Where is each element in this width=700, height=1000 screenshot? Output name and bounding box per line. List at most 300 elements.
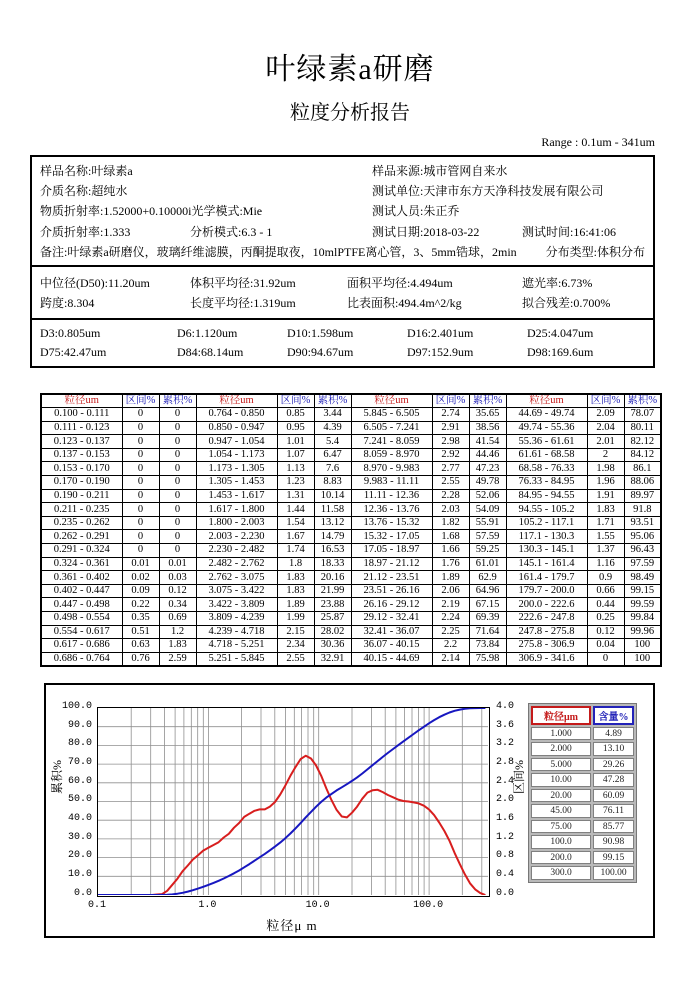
cumulative-cell: 61.01	[469, 557, 506, 571]
cumulative-cell: 64.96	[469, 584, 506, 598]
median-d50: 中位径(D50):11.20um	[40, 275, 150, 290]
summary-row	[531, 866, 634, 880]
y-right-tick-label: 3.6	[496, 719, 515, 731]
size-range-cell: 105.2 - 117.1	[506, 516, 587, 530]
x-tick-label: 1.0	[198, 899, 217, 911]
report-title: 叶绿素a研磨	[265, 53, 435, 86]
sample-info-box	[30, 155, 655, 267]
col-header-interval: 区间%	[587, 394, 624, 408]
interval-cell: 2	[587, 448, 624, 462]
cumulative-cell: 8.83	[314, 476, 351, 490]
y-left-tick-label: 70.0	[67, 756, 92, 768]
y-axis-left-label: 累积%	[50, 759, 64, 794]
size-range-cell: 200.0 - 222.6	[506, 598, 587, 612]
size-range-cell: 179.7 - 200.0	[506, 584, 587, 598]
interval-cell: 0	[122, 435, 159, 449]
d98-value: D98:169.6um	[527, 345, 594, 359]
size-range-cell: 3.075 - 3.422	[196, 584, 277, 598]
material-ri-group	[40, 202, 372, 219]
cumulative-cell: 10.14	[314, 489, 351, 503]
interval-cell: 0	[122, 448, 159, 462]
cumulative-cell: 59.25	[469, 544, 506, 558]
averages-box	[30, 265, 655, 320]
interval-cell: 2.06	[432, 584, 469, 598]
d10-value: D10:1.598um	[287, 326, 354, 340]
interval-cell: 0.63	[122, 639, 159, 653]
size-range-cell: 15.32 - 17.05	[351, 530, 432, 544]
summary-content-cell: 4.89	[593, 727, 634, 741]
size-range-cell: 0.554 - 0.617	[41, 625, 122, 639]
x-tick-label: 10.0	[305, 899, 330, 911]
table-row	[41, 639, 661, 653]
size-range-cell: 0.947 - 1.054	[196, 435, 277, 449]
interval-cell: 2.2	[432, 639, 469, 653]
interval-cell: 2.28	[432, 489, 469, 503]
y-axis-right-label: 区间%	[512, 759, 526, 794]
col-header-size: 粒径um	[41, 394, 122, 408]
interval-cell: 2.01	[587, 435, 624, 449]
cumulative-cell: 1.2	[159, 625, 196, 639]
y-right-tick-label: 1.2	[496, 831, 515, 843]
size-range-cell: 2.482 - 2.762	[196, 557, 277, 571]
cumulative-cell: 25.87	[314, 612, 351, 626]
size-range-cell: 0.111 - 0.123	[41, 421, 122, 435]
summary-col-header-content: 含量%	[593, 706, 634, 725]
table-row	[41, 625, 661, 639]
interval-cell: 0.51	[122, 625, 159, 639]
interval-cell: 0	[122, 489, 159, 503]
table-row	[41, 489, 661, 503]
interval-cell: 2.14	[432, 652, 469, 666]
table-header-row	[41, 394, 661, 408]
col-header-cumulative: 累积%	[314, 394, 351, 408]
interval-cell: 1.76	[432, 557, 469, 571]
interval-cell: 0.02	[122, 571, 159, 585]
cumulative-cell: 7.6	[314, 462, 351, 476]
size-range-cell: 36.07 - 40.15	[351, 639, 432, 653]
cumulative-cell: 18.33	[314, 557, 351, 571]
info-row	[40, 223, 645, 240]
cumulative-cell: 20.16	[314, 571, 351, 585]
table-row	[41, 462, 661, 476]
size-range-cell: 4.718 - 5.251	[196, 639, 277, 653]
interval-cell: 1.68	[432, 530, 469, 544]
interval-cell: 1.99	[277, 612, 314, 626]
cumulative-cell: 3.44	[314, 408, 351, 422]
summary-content-cell: 29.26	[593, 758, 634, 772]
summary-size-cell: 75.00	[531, 820, 591, 834]
size-range-cell: 26.16 - 29.12	[351, 598, 432, 612]
percentiles-box	[30, 318, 655, 368]
y-left-tick-label: 50.0	[67, 794, 92, 806]
interval-cell: 0.25	[587, 612, 624, 626]
cumulative-cell: 28.02	[314, 625, 351, 639]
summary-row	[531, 804, 634, 818]
cumulative-cell: 69.39	[469, 612, 506, 626]
cumulative-cell: 0	[159, 503, 196, 517]
size-range-cell: 12.36 - 13.76	[351, 503, 432, 517]
cumulative-cell: 0	[159, 530, 196, 544]
cumulative-cell: 5.4	[314, 435, 351, 449]
info-row	[40, 243, 645, 260]
table-row	[41, 557, 661, 571]
interval-cell: 0	[122, 408, 159, 422]
x-axis-label: 粒径μ m	[266, 917, 318, 933]
table-row	[41, 516, 661, 530]
d3-value: D3:0.805um	[40, 326, 101, 340]
size-range-cell: 0.235 - 0.262	[41, 516, 122, 530]
cumulative-cell: 0	[159, 435, 196, 449]
col-header-interval: 区间%	[122, 394, 159, 408]
size-range-cell: 0.123 - 0.137	[41, 435, 122, 449]
cumulative-cell: 80.11	[624, 421, 661, 435]
cumulative-cell: 38.56	[469, 421, 506, 435]
interval-cell: 1.98	[587, 462, 624, 476]
summary-row	[531, 773, 634, 787]
distribution-chart	[98, 708, 488, 895]
col-header-interval: 区间%	[277, 394, 314, 408]
info-row	[40, 202, 645, 219]
size-range-cell: 1.173 - 1.305	[196, 462, 277, 476]
size-range-cell: 306.9 - 341.6	[506, 652, 587, 666]
size-range-cell: 117.1 - 130.3	[506, 530, 587, 544]
size-range-cell: 0.100 - 0.111	[41, 408, 122, 422]
x-tick-label: 0.1	[87, 899, 107, 911]
interval-cell: 1.83	[277, 584, 314, 598]
size-range-cell: 0.361 - 0.402	[41, 571, 122, 585]
interval-cell: 0	[122, 476, 159, 490]
summary-row	[531, 851, 634, 865]
summary-size-cell: 2.000	[531, 742, 591, 756]
size-range-cell: 55.36 - 61.61	[506, 435, 587, 449]
size-range-cell: 49.74 - 55.36	[506, 421, 587, 435]
size-range-cell: 0.686 - 0.764	[41, 652, 122, 666]
interval-cell: 1.8	[277, 557, 314, 571]
cumulative-cell: 49.78	[469, 476, 506, 490]
interval-cell: 2.04	[587, 421, 624, 435]
interval-cell: 2.34	[277, 639, 314, 653]
size-range-cell: 17.05 - 18.97	[351, 544, 432, 558]
interval-cell: 0	[122, 544, 159, 558]
size-range-cell: 1.617 - 1.800	[196, 503, 277, 517]
medium-name: 介质名称:超纯水	[40, 184, 128, 199]
y-left-tick-label: 20.0	[67, 850, 92, 862]
size-range-cell: 130.3 - 145.1	[506, 544, 587, 558]
cumulative-cell: 35.65	[469, 408, 506, 422]
interval-cell: 2.09	[587, 408, 624, 422]
cumulative-cell: 0	[159, 476, 196, 490]
interval-cell: 1.74	[277, 544, 314, 558]
interval-cell: 2.15	[277, 625, 314, 639]
cumulative-cell: 99.15	[624, 584, 661, 598]
cumulative-cell: 0.69	[159, 612, 196, 626]
range-label: Range : 0.1um - 341um	[541, 135, 655, 149]
interval-cell: 1.67	[277, 530, 314, 544]
cumulative-cell: 62.9	[469, 571, 506, 585]
cumulative-cell: 75.98	[469, 652, 506, 666]
interval-cell: 2.03	[432, 503, 469, 517]
cumulative-cell: 0	[159, 489, 196, 503]
size-range-cell: 1.800 - 2.003	[196, 516, 277, 530]
y-left-tick-label: 60.0	[67, 775, 92, 787]
interval-cell: 1.13	[277, 462, 314, 476]
size-range-cell: 0.211 - 0.235	[41, 503, 122, 517]
size-range-cell: 275.8 - 306.9	[506, 639, 587, 653]
size-range-cell: 44.69 - 49.74	[506, 408, 587, 422]
size-range-cell: 161.4 - 179.7	[506, 571, 587, 585]
interval-cell: 1.31	[277, 489, 314, 503]
size-range-cell: 13.76 - 15.32	[351, 516, 432, 530]
y-left-tick-label: 10.0	[67, 869, 92, 881]
size-range-cell: 8.059 - 8.970	[351, 448, 432, 462]
cumulative-cell: 100	[624, 639, 661, 653]
d6-value: D6:1.120um	[177, 326, 238, 340]
interval-cell: 0	[122, 530, 159, 544]
col-header-interval: 区间%	[432, 394, 469, 408]
y-right-tick-label: 2.4	[496, 775, 515, 787]
cumulative-cell: 84.12	[624, 448, 661, 462]
cumulative-cell: 0	[159, 544, 196, 558]
cumulative-cell: 0.34	[159, 598, 196, 612]
material-refractive-index: 物质折射率:1.52000+0.10000i	[40, 204, 192, 219]
interval-cell: 0.04	[587, 639, 624, 653]
cumulative-cell: 57.59	[469, 530, 506, 544]
interval-cell: 0.9	[587, 571, 624, 585]
specific-surface-area: 比表面积:494.4m^2/kg	[347, 296, 462, 311]
table-row	[41, 571, 661, 585]
d25-value: D25:4.047um	[527, 326, 594, 340]
table-row	[41, 503, 661, 517]
area-mean-diameter: 面积平均径:4.494um	[347, 275, 453, 290]
table-row	[41, 544, 661, 558]
cumulative-cell: 99.59	[624, 598, 661, 612]
report-subtitle: 粒度分析报告	[290, 102, 410, 124]
summary-row	[531, 742, 634, 756]
summary-size-cell: 100.0	[531, 835, 591, 849]
size-range-cell: 32.41 - 36.07	[351, 625, 432, 639]
size-range-cell: 0.617 - 0.686	[41, 639, 122, 653]
interval-cell: 1.96	[587, 476, 624, 490]
size-range-cell: 8.970 - 9.983	[351, 462, 432, 476]
cumulative-cell: 71.64	[469, 625, 506, 639]
size-distribution-table	[40, 393, 662, 667]
size-range-cell: 21.12 - 23.51	[351, 571, 432, 585]
y-left-tick-label: 30.0	[67, 831, 92, 843]
fit-residual: 拟合残差:0.700%	[522, 296, 611, 311]
cumulative-cell: 97.59	[624, 557, 661, 571]
summary-col-header-size: 粒径μm	[531, 706, 591, 725]
cumulative-cell: 93.51	[624, 516, 661, 530]
y-left-tick-label: 100.0	[61, 700, 92, 712]
summary-row	[531, 820, 634, 834]
cumulative-cell: 0	[159, 408, 196, 422]
y-right-tick-label: 0.8	[496, 850, 515, 862]
interval-curve	[98, 756, 485, 895]
cumulative-cell: 54.09	[469, 503, 506, 517]
col-header-size: 粒径um	[351, 394, 432, 408]
averages-row	[40, 294, 645, 311]
size-range-cell: 3.809 - 4.239	[196, 612, 277, 626]
chart-box	[44, 683, 655, 938]
interval-cell: 1.91	[587, 489, 624, 503]
cumulative-cell: 95.06	[624, 530, 661, 544]
size-range-cell: 6.505 - 7.241	[351, 421, 432, 435]
interval-cell: 1.71	[587, 516, 624, 530]
size-range-cell: 23.51 - 26.16	[351, 584, 432, 598]
size-range-cell: 4.239 - 4.718	[196, 625, 277, 639]
interval-cell: 2.24	[432, 612, 469, 626]
cumulative-cell: 86.1	[624, 462, 661, 476]
size-range-cell: 76.33 - 84.95	[506, 476, 587, 490]
size-range-cell: 0.137 - 0.153	[41, 448, 122, 462]
cumulative-cell: 88.06	[624, 476, 661, 490]
size-range-cell: 0.262 - 0.291	[41, 530, 122, 544]
summary-content-cell: 47.28	[593, 773, 634, 787]
interval-cell: 0.44	[587, 598, 624, 612]
cumulative-cell: 1.83	[159, 639, 196, 653]
interval-cell: 1.07	[277, 448, 314, 462]
y-left-tick-label: 0.0	[73, 887, 92, 899]
size-range-cell: 9.983 - 11.11	[351, 476, 432, 490]
summary-content-cell: 85.77	[593, 820, 634, 834]
interval-cell: 0	[122, 503, 159, 517]
cumulative-cell: 11.58	[314, 503, 351, 517]
summary-size-cell: 1.000	[531, 727, 591, 741]
interval-cell: 2.77	[432, 462, 469, 476]
size-range-cell: 1.453 - 1.617	[196, 489, 277, 503]
y-right-tick-label: 1.6	[496, 813, 515, 825]
cumulative-cell: 0.03	[159, 571, 196, 585]
averages-row	[40, 274, 645, 291]
cumulative-cell: 0	[159, 462, 196, 476]
interval-cell: 1.23	[277, 476, 314, 490]
cumulative-cell: 16.53	[314, 544, 351, 558]
summary-size-cell: 20.00	[531, 789, 591, 803]
obscuration: 遮光率:6.73%	[522, 275, 593, 290]
summary-content-cell: 13.10	[593, 742, 634, 756]
size-range-cell: 0.170 - 0.190	[41, 476, 122, 490]
x-tick-label: 100.0	[413, 899, 444, 911]
interval-cell: 0.01	[122, 557, 159, 571]
interval-cell: 0	[587, 652, 624, 666]
cumulative-cell: 91.8	[624, 503, 661, 517]
table-row	[41, 612, 661, 626]
interval-cell: 0.09	[122, 584, 159, 598]
table-row	[41, 476, 661, 490]
summary-row	[531, 727, 634, 741]
interval-cell: 1.01	[277, 435, 314, 449]
cumulative-cell: 30.36	[314, 639, 351, 653]
summary-content-cell: 60.09	[593, 789, 634, 803]
sample-name: 样品名称:叶绿素a	[40, 163, 133, 178]
interval-cell: 1.55	[587, 530, 624, 544]
cumulative-cell: 13.12	[314, 516, 351, 530]
cumulative-cell: 0.01	[159, 557, 196, 571]
size-range-cell: 0.850 - 0.947	[196, 421, 277, 435]
interval-cell: 1.83	[277, 571, 314, 585]
cumulative-cell: 99.96	[624, 625, 661, 639]
table-row	[41, 584, 661, 598]
size-range-cell: 29.12 - 32.41	[351, 612, 432, 626]
col-header-cumulative: 累积%	[624, 394, 661, 408]
y-right-tick-label: 0.4	[496, 869, 515, 881]
d16-value: D16:2.401um	[407, 326, 474, 340]
summary-row	[531, 758, 634, 772]
size-range-cell: 3.422 - 3.809	[196, 598, 277, 612]
cumulative-cell: 96.43	[624, 544, 661, 558]
test-time: 测试时间:16:41:06	[522, 224, 617, 239]
cumulative-cell: 44.46	[469, 448, 506, 462]
info-row	[40, 182, 645, 199]
size-range-cell: 40.15 - 44.69	[351, 652, 432, 666]
cumulative-cell: 41.54	[469, 435, 506, 449]
interval-cell: 0.85	[277, 408, 314, 422]
interval-cell: 1.83	[587, 503, 624, 517]
interval-cell: 1.16	[587, 557, 624, 571]
col-header-size: 粒径um	[506, 394, 587, 408]
cumulative-cell: 55.91	[469, 516, 506, 530]
interval-cell: 2.98	[432, 435, 469, 449]
table-row	[41, 448, 661, 462]
y-right-tick-label: 0.0	[496, 887, 515, 899]
size-range-cell: 0.291 - 0.324	[41, 544, 122, 558]
cumulative-cell: 82.12	[624, 435, 661, 449]
test-date: 测试日期:2018-03-22	[372, 224, 480, 239]
summary-row	[531, 835, 634, 849]
interval-cell: 2.19	[432, 598, 469, 612]
analysis-mode: 分析模式:6.3 - 1	[190, 224, 273, 239]
interval-cell: 2.55	[277, 652, 314, 666]
summary-content-cell: 99.15	[593, 851, 634, 865]
d90-value: D90:94.67um	[287, 345, 354, 359]
size-range-cell: 0.153 - 0.170	[41, 462, 122, 476]
summary-size-cell: 5.000	[531, 758, 591, 772]
col-header-cumulative: 累积%	[469, 394, 506, 408]
table-row	[41, 408, 661, 422]
cumulative-cell: 0	[159, 516, 196, 530]
chart-plot-area	[97, 707, 490, 897]
size-range-cell: 61.61 - 68.58	[506, 448, 587, 462]
y-left-tick-label: 40.0	[67, 813, 92, 825]
size-range-cell: 94.55 - 105.2	[506, 503, 587, 517]
summary-size-cell: 200.0	[531, 851, 591, 865]
table-row	[41, 598, 661, 612]
col-header-cumulative: 累积%	[159, 394, 196, 408]
medium-refractive-index: 介质折射率:1.333	[40, 224, 131, 239]
remark: 备注:叶绿素a研磨仪，玻璃纤维滤膜，丙酮提取夜，10mlPTFE离心管，3、5mm锆球，2min	[40, 245, 517, 260]
y-left-tick-label: 80.0	[67, 738, 92, 750]
summary-content-cell: 90.98	[593, 835, 634, 849]
cumulative-cell: 23.88	[314, 598, 351, 612]
cumulative-cell: 32.91	[314, 652, 351, 666]
summary-row	[531, 789, 634, 803]
cumulative-cell: 78.07	[624, 408, 661, 422]
cumulative-cell: 21.99	[314, 584, 351, 598]
size-range-cell: 2.762 - 3.075	[196, 571, 277, 585]
interval-cell: 1.44	[277, 503, 314, 517]
y-right-tick-label: 2.8	[496, 756, 515, 768]
summary-size-cell: 45.00	[531, 804, 591, 818]
size-range-cell: 11.11 - 12.36	[351, 489, 432, 503]
cumulative-cell: 47.23	[469, 462, 506, 476]
interval-cell: 0	[122, 421, 159, 435]
cumulative-cell: 0	[159, 448, 196, 462]
interval-cell: 0	[122, 462, 159, 476]
interval-cell: 0.22	[122, 598, 159, 612]
size-range-cell: 84.95 - 94.55	[506, 489, 587, 503]
interval-cell: 2.92	[432, 448, 469, 462]
size-range-cell: 5.845 - 6.505	[351, 408, 432, 422]
